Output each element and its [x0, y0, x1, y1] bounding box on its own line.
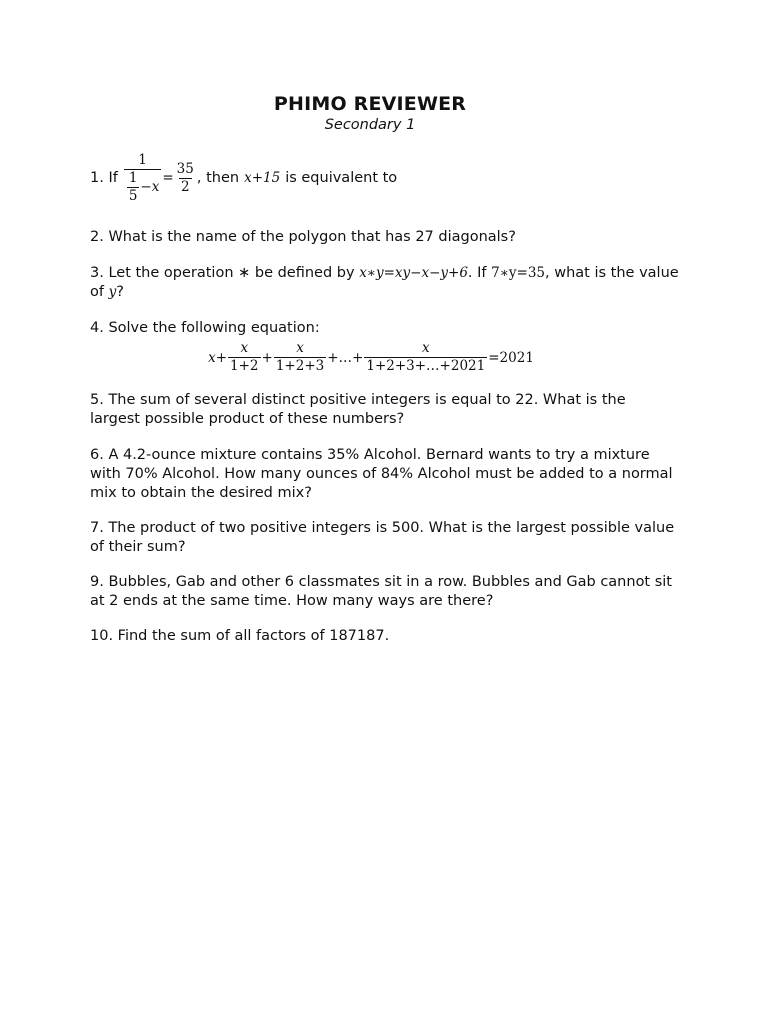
q1-var-x: x — [151, 179, 160, 195]
q4-equation — [76, 340, 666, 375]
q1-equals: = — [162, 170, 174, 186]
q1-minus: − — [140, 179, 152, 195]
q1-equation — [123, 152, 197, 205]
q3-definition: x∗y=xy−x−y+6 — [359, 265, 468, 281]
q4-plus: + — [261, 349, 273, 366]
q4-f3-denominator: 1+2+3+…+2021 — [366, 358, 486, 374]
question-2: 2. What is the name of the polygon that has 27 diagonals? — [90, 229, 516, 245]
q1-lhs-fraction — [124, 152, 162, 205]
q4-f2-denominator: 1+2+3 — [275, 358, 325, 374]
q1-rhs-numerator: 35 — [176, 161, 194, 177]
q1-rhs-denominator: 2 — [180, 179, 190, 195]
q4-f2-numerator: x — [296, 340, 304, 356]
q4-f1-denominator: 1+2 — [230, 358, 259, 374]
q3-condition: 7∗y=35 — [491, 265, 546, 281]
q1-outer-denominator — [124, 169, 162, 205]
q1-rhs-fraction — [175, 161, 196, 196]
q3-part1: 3. Let the operation ∗ be defined by — [90, 265, 355, 281]
q4-dots: +…+ — [327, 349, 364, 366]
q4-lead: x+ — [208, 349, 228, 366]
q4-fraction-1 — [228, 340, 261, 375]
q1-inner-numerator: 1 — [128, 170, 138, 186]
q1-prefix: 1. If — [90, 170, 118, 186]
q1-outer-numerator: 1 — [138, 152, 147, 168]
question-4: 4. Solve the following equation: — [90, 320, 320, 336]
q4-rhs: =2021 — [488, 349, 534, 366]
q3-part2: . If — [467, 265, 487, 281]
q3-var-y: y — [108, 284, 117, 300]
question-6: 6. A 4.2-ounce mixture contains 35% Alcohol. Bernard wants to try a mixture with 70% Alcohol. How many ounces of 84% Alcohol must be added to a normal mix to obtain the desired mix? — [90, 447, 673, 501]
q1-suffix: is equivalent to — [285, 170, 398, 186]
q1-expression — [244, 169, 280, 188]
q4-fraction-2 — [274, 340, 326, 375]
q4-f1-numerator: x — [240, 340, 249, 356]
q4-f3-numerator: x — [421, 340, 430, 356]
q1-inner-fraction — [127, 170, 140, 205]
q4-fraction-3 — [364, 340, 487, 375]
page-subtitle: Secondary 1 — [324, 117, 416, 133]
question-5: 5. The sum of several distinct positive integers is equal to 22. What is the largest possible product of these numbers? — [90, 392, 626, 427]
question-1 — [90, 152, 680, 205]
question-3 — [90, 264, 680, 302]
q3-part3: , what is the value of — [90, 265, 679, 300]
page-title: PHIMO REVIEWER — [273, 93, 467, 115]
q3-part4: ? — [116, 284, 124, 300]
question-7: 7. The product of two positive integers is 500. What is the largest possible value of their sum? — [90, 520, 675, 555]
q1-expr-text: x+15 — [244, 170, 281, 186]
q1-mid: , then — [196, 170, 240, 186]
question-10: 10. Find the sum of all factors of 187187. — [90, 628, 390, 644]
q1-inner-denominator: 5 — [128, 188, 138, 204]
question-9: 9. Bubbles, Gab and other 6 classmates sit in a row. Bubbles and Gab cannot sit at 2 ends at the same time. How many ways are there? — [90, 574, 672, 609]
